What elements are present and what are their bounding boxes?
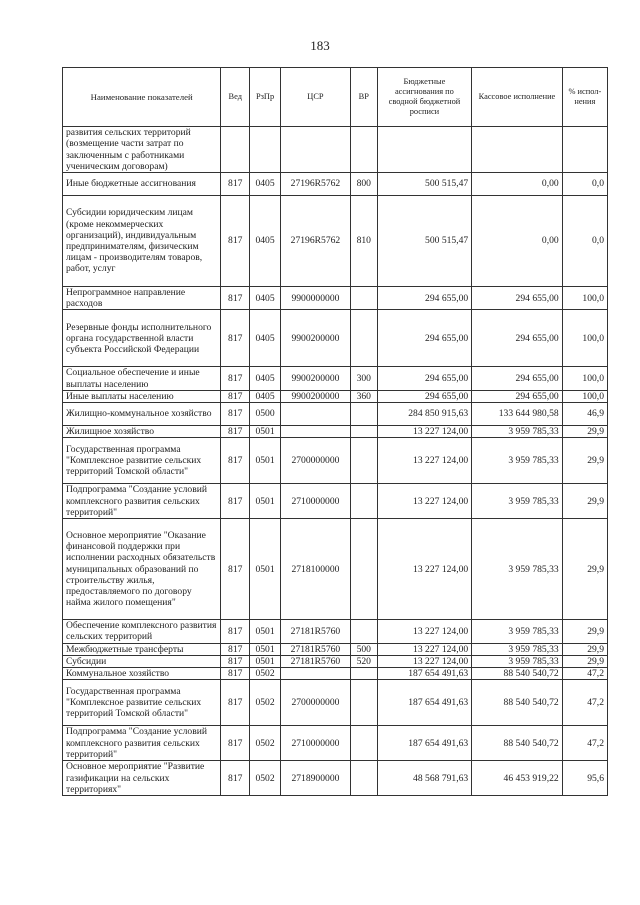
cell-name: Непрограммное направление расходов: [63, 287, 221, 310]
cell-name: Государственная программа "Комплексное развитие сельских территорий Томской области": [63, 438, 221, 484]
cell-rzpr: 0405: [250, 367, 281, 390]
cell-pct: 47,2: [562, 668, 607, 680]
table-row: [63, 726, 608, 761]
cell-fact: 294 655,00: [472, 367, 562, 390]
table-header: [63, 68, 608, 127]
cell-csr: [280, 668, 350, 680]
cell-ved: 817: [221, 390, 250, 402]
cell-vr: 360: [350, 390, 377, 402]
cell-plan: 187 654 491,63: [377, 680, 472, 726]
cell-rzpr: 0405: [250, 173, 281, 196]
cell-rzpr: 0501: [250, 426, 281, 438]
cell-vr: [350, 310, 377, 367]
cell-vr: [350, 287, 377, 310]
cell-rzpr: 0501: [250, 620, 281, 643]
cell-vr: [350, 426, 377, 438]
cell-name: Жилищное хозяйство: [63, 426, 221, 438]
table-row: [63, 426, 608, 438]
cell-ved: 817: [221, 287, 250, 310]
cell-csr: 27181R5760: [280, 655, 350, 667]
cell-vr: [350, 403, 377, 426]
cell-rzpr: 0405: [250, 196, 281, 287]
cell-name: развития сельских территорий (возмещение части затрат по заключенным с работниками ученическим договорам): [63, 127, 221, 173]
cell-vr: 500: [350, 643, 377, 655]
cell-pct: 0,0: [562, 173, 607, 196]
table-row: [63, 438, 608, 484]
cell-ved: 817: [221, 484, 250, 519]
cell-rzpr: 0502: [250, 726, 281, 761]
cell-ved: [221, 127, 250, 173]
cell-vr: [350, 668, 377, 680]
cell-vr: [350, 127, 377, 173]
table-row: [63, 390, 608, 402]
header-ved: Вед: [221, 68, 250, 127]
cell-fact: 3 959 785,33: [472, 438, 562, 484]
cell-rzpr: 0405: [250, 310, 281, 367]
cell-pct: 29,9: [562, 426, 607, 438]
cell-plan: 13 227 124,00: [377, 438, 472, 484]
cell-fact: 3 959 785,33: [472, 643, 562, 655]
cell-csr: 2710000000: [280, 726, 350, 761]
cell-pct: 100,0: [562, 310, 607, 367]
cell-rzpr: 0501: [250, 438, 281, 484]
cell-csr: 9900200000: [280, 390, 350, 402]
cell-fact: 3 959 785,33: [472, 519, 562, 620]
cell-csr: 2718900000: [280, 761, 350, 796]
cell-name: Субсидии юридическим лицам (кроме некоммерческих организаций), индивидуальным предпринимателям, физическим лицам - производителям товаров, работ, услуг: [63, 196, 221, 287]
cell-fact: 294 655,00: [472, 310, 562, 367]
cell-rzpr: 0405: [250, 287, 281, 310]
cell-name: Резервные фонды исполнительного органа государственной власти субъекта Российской Федерации: [63, 310, 221, 367]
cell-pct: 100,0: [562, 390, 607, 402]
cell-rzpr: 0501: [250, 519, 281, 620]
cell-plan: 284 850 915,63: [377, 403, 472, 426]
cell-pct: [562, 127, 607, 173]
cell-rzpr: 0502: [250, 668, 281, 680]
table-row: [63, 668, 608, 680]
cell-ved: 817: [221, 620, 250, 643]
table-row: [63, 173, 608, 196]
cell-ved: 817: [221, 367, 250, 390]
cell-pct: 95,6: [562, 761, 607, 796]
cell-csr: [280, 127, 350, 173]
table-row: [63, 367, 608, 390]
table-row: [63, 127, 608, 173]
cell-fact: [472, 127, 562, 173]
cell-ved: 817: [221, 655, 250, 667]
cell-plan: 13 227 124,00: [377, 426, 472, 438]
cell-pct: 29,9: [562, 655, 607, 667]
cell-name: Подпрограмма "Создание условий комплексного развития сельских территорий": [63, 726, 221, 761]
cell-ved: 817: [221, 519, 250, 620]
cell-ved: 817: [221, 680, 250, 726]
cell-vr: 800: [350, 173, 377, 196]
cell-plan: 13 227 124,00: [377, 643, 472, 655]
cell-csr: 2718100000: [280, 519, 350, 620]
cell-csr: 2700000000: [280, 438, 350, 484]
table-row: [63, 680, 608, 726]
cell-csr: 9900200000: [280, 310, 350, 367]
cell-vr: 810: [350, 196, 377, 287]
cell-plan: 500 515,47: [377, 173, 472, 196]
cell-fact: 3 959 785,33: [472, 484, 562, 519]
cell-name: Подпрограмма "Создание условий комплексного развития сельских территорий": [63, 484, 221, 519]
cell-pct: 100,0: [562, 287, 607, 310]
cell-csr: 2700000000: [280, 680, 350, 726]
cell-name: Государственная программа "Комплексное развитие сельских территорий Томской области": [63, 680, 221, 726]
cell-csr: 2710000000: [280, 484, 350, 519]
header-fact: Кассовое исполнение: [472, 68, 562, 127]
cell-plan: 13 227 124,00: [377, 620, 472, 643]
cell-csr: [280, 426, 350, 438]
cell-plan: 187 654 491,63: [377, 726, 472, 761]
cell-csr: 27196R5762: [280, 196, 350, 287]
cell-pct: 100,0: [562, 367, 607, 390]
cell-csr: 27196R5762: [280, 173, 350, 196]
header-row: [63, 68, 608, 127]
cell-name: Коммунальное хозяйство: [63, 668, 221, 680]
cell-ved: 817: [221, 403, 250, 426]
cell-pct: 47,2: [562, 726, 607, 761]
cell-ved: 817: [221, 643, 250, 655]
cell-plan: [377, 127, 472, 173]
cell-fact: 3 959 785,33: [472, 655, 562, 667]
cell-pct: 29,9: [562, 519, 607, 620]
cell-fact: 46 453 919,22: [472, 761, 562, 796]
cell-name: Жилищно-коммунальное хозяйство: [63, 403, 221, 426]
table-row: [63, 484, 608, 519]
cell-plan: 13 227 124,00: [377, 655, 472, 667]
cell-pct: 29,9: [562, 643, 607, 655]
cell-name: Межбюджетные трансферты: [63, 643, 221, 655]
cell-rzpr: [250, 127, 281, 173]
cell-ved: 817: [221, 196, 250, 287]
cell-csr: 27181R5760: [280, 643, 350, 655]
cell-ved: 817: [221, 438, 250, 484]
cell-fact: 88 540 540,72: [472, 680, 562, 726]
cell-vr: 520: [350, 655, 377, 667]
cell-rzpr: 0502: [250, 761, 281, 796]
header-name: Наименование показателей: [63, 68, 221, 127]
cell-name: Социальное обеспечение и иные выплаты населению: [63, 367, 221, 390]
cell-ved: 817: [221, 726, 250, 761]
cell-rzpr: 0501: [250, 484, 281, 519]
cell-vr: [350, 484, 377, 519]
cell-fact: 88 540 540,72: [472, 668, 562, 680]
budget-execution-table: [62, 67, 608, 796]
table-row: [63, 519, 608, 620]
cell-name: Субсидии: [63, 655, 221, 667]
table-row: [63, 620, 608, 643]
cell-csr: 27181R5760: [280, 620, 350, 643]
cell-plan: 500 515,47: [377, 196, 472, 287]
cell-csr: 9900200000: [280, 367, 350, 390]
cell-fact: 294 655,00: [472, 287, 562, 310]
table-row: [63, 655, 608, 667]
cell-rzpr: 0502: [250, 680, 281, 726]
cell-pct: 29,9: [562, 438, 607, 484]
cell-name: Основное мероприятие "Развитие газификации на сельских территориях": [63, 761, 221, 796]
cell-fact: 0,00: [472, 173, 562, 196]
cell-ved: 817: [221, 310, 250, 367]
cell-fact: 0,00: [472, 196, 562, 287]
cell-pct: 46,9: [562, 403, 607, 426]
cell-ved: 817: [221, 668, 250, 680]
cell-plan: 294 655,00: [377, 390, 472, 402]
cell-csr: 9900000000: [280, 287, 350, 310]
cell-ved: 817: [221, 761, 250, 796]
cell-name: Иные выплаты населению: [63, 390, 221, 402]
cell-vr: [350, 620, 377, 643]
cell-plan: 13 227 124,00: [377, 519, 472, 620]
cell-pct: 47,2: [562, 680, 607, 726]
cell-fact: 294 655,00: [472, 390, 562, 402]
header-vr: ВР: [350, 68, 377, 127]
header-rzpr: РзПр: [250, 68, 281, 127]
cell-plan: 294 655,00: [377, 367, 472, 390]
cell-plan: 187 654 491,63: [377, 668, 472, 680]
cell-vr: [350, 519, 377, 620]
cell-name: Иные бюджетные ассигнования: [63, 173, 221, 196]
table-row: [63, 310, 608, 367]
cell-vr: [350, 726, 377, 761]
cell-vr: [350, 438, 377, 484]
cell-vr: [350, 761, 377, 796]
cell-fact: 3 959 785,33: [472, 620, 562, 643]
table-row: [63, 643, 608, 655]
cell-plan: 48 568 791,63: [377, 761, 472, 796]
cell-pct: 0,0: [562, 196, 607, 287]
table-row: [63, 761, 608, 796]
table-row: [63, 287, 608, 310]
cell-ved: 817: [221, 426, 250, 438]
page-number: 183: [310, 38, 330, 53]
cell-name: Основное мероприятие "Оказание финансовой поддержки при исполнении расходных обязательств муниципальных образований по строительству жилья, предоставляемого по договору найма жилого помещения": [63, 519, 221, 620]
cell-plan: 294 655,00: [377, 287, 472, 310]
cell-rzpr: 0501: [250, 655, 281, 667]
cell-plan: 13 227 124,00: [377, 484, 472, 519]
cell-rzpr: 0405: [250, 390, 281, 402]
cell-name: Обеспечение комплексного развития сельских территорий: [63, 620, 221, 643]
cell-rzpr: 0500: [250, 403, 281, 426]
cell-pct: 29,9: [562, 620, 607, 643]
cell-vr: 300: [350, 367, 377, 390]
header-csr: ЦСР: [280, 68, 350, 127]
cell-plan: 294 655,00: [377, 310, 472, 367]
cell-csr: [280, 403, 350, 426]
cell-ved: 817: [221, 173, 250, 196]
header-pct: % испол-нения: [562, 68, 607, 127]
cell-rzpr: 0501: [250, 643, 281, 655]
table-row: [63, 196, 608, 287]
cell-fact: 3 959 785,33: [472, 426, 562, 438]
table-row: [63, 403, 608, 426]
cell-fact: 88 540 540,72: [472, 726, 562, 761]
header-plan: Бюджетные ассигнования по сводной бюджетной росписи: [377, 68, 472, 127]
cell-pct: 29,9: [562, 484, 607, 519]
cell-fact: 133 644 980,58: [472, 403, 562, 426]
table-body: [63, 127, 608, 796]
cell-vr: [350, 680, 377, 726]
